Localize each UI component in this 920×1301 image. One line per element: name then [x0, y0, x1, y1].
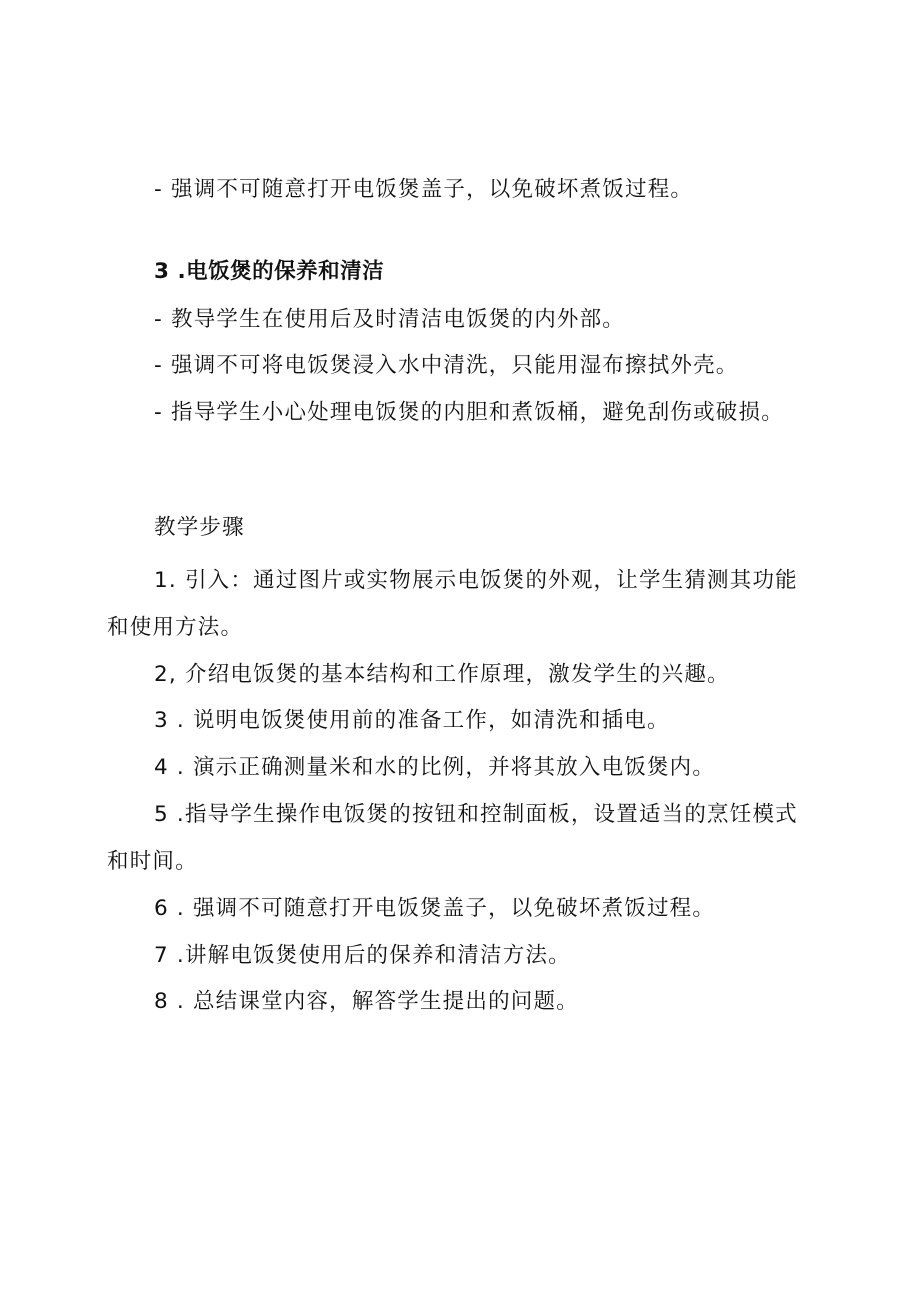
step-1-line-2: 和使用方法。	[107, 615, 244, 640]
step-5-line-1: 5 .指导学生操作电饭煲的按钮和控制面板，设置适当的烹饪模式	[154, 802, 798, 827]
step-8: 8 . 总结课堂内容，解答学生提出的问题。	[154, 989, 579, 1014]
section-heading-maintenance: 3 .电饭煲的保养和清洁	[154, 259, 385, 284]
bullet-lid-warning: - 强调不可随意打开电饭煲盖子，以免破坏煮饭过程。	[154, 177, 694, 202]
step-1-line-1: 1. 引入：通过图片或实物展示电饭煲的外观，让学生猜测其功能	[154, 568, 798, 593]
steps-title: 教学步骤	[154, 515, 245, 540]
step-7: 7 .讲解电饭煲使用后的保养和清洁方法。	[154, 943, 571, 968]
step-5-line-2: 和时间。	[107, 849, 198, 874]
step-3: 3 . 说明电饭煲使用前的准备工作，如清洗和插电。	[154, 708, 670, 733]
bullet-clean-after-use: - 教导学生在使用后及时清洁电饭煲的内外部。	[154, 307, 625, 332]
bullet-careful-handling: - 指导学生小心处理电饭煲的内胆和煮饭桶，避免刮伤或破损。	[154, 400, 784, 425]
step-6: 6 . 强调不可随意打开电饭煲盖子，以免破坏煮饭过程。	[154, 896, 716, 921]
step-4: 4 . 演示正确测量米和水的比例，并将其放入电饭煲内。	[154, 755, 716, 780]
bullet-no-immersion: - 强调不可将电饭煲浸入水中清洗，只能用湿布擦拭外壳。	[154, 353, 739, 378]
step-2: 2, 介绍电饭煲的基本结构和工作原理，激发学生的兴趣。	[154, 662, 730, 687]
